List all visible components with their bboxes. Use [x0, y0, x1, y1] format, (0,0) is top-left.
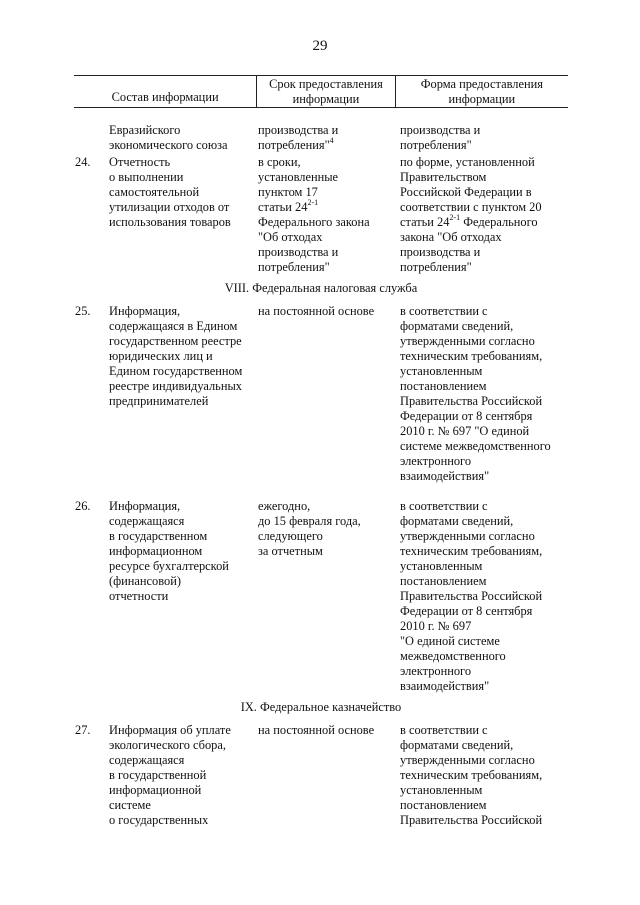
row-form: в соответствии с форматами сведений, утвержденными согласно техническим требованиям, установленным постановлением Правительства Российской — [400, 723, 543, 827]
row-number: 26. — [75, 499, 91, 513]
table-row — [74, 499, 568, 694]
row-term: производства и потребления"$^4$ — [258, 123, 339, 152]
header-form: Форма предоставления информации — [395, 76, 568, 107]
row-number: 25. — [75, 304, 91, 318]
row-info: Информация, содержащаяся в государственном информационном ресурсе бухгалтерской (финансовой) отчетности — [109, 499, 229, 603]
section-heading: VIII. Федеральная налоговая служба — [224, 281, 418, 295]
row-term: в сроки, установленные пунктом 17 статьи 24$^{2-1}$ Федерального закона "Об отходах производства и потребления" — [258, 155, 370, 274]
row-term: на постоянной основе — [258, 723, 375, 737]
row-info: Евразийского экономического союза — [109, 123, 228, 152]
row-form: по форме, установленной Правительством Российской Федерации в соответствии с пунктом 20 статьи 24$^{2-1}$ Федерального закона "Об отходах производства и потребления" — [400, 155, 542, 274]
table-row — [74, 123, 568, 153]
row-number: 27. — [75, 723, 91, 737]
table-row — [74, 155, 568, 275]
row-term: ежегодно, до 15 февраля года, следующего за отчетным — [258, 499, 361, 558]
table-row — [74, 304, 568, 484]
row-info: Отчетность о выполнении самостоятельной утилизации отходов от использования товаров — [109, 155, 231, 229]
header-term: Срок предоставления информации — [256, 76, 394, 107]
section-heading: IX. Федеральное казначейство — [240, 700, 402, 714]
table-row — [74, 723, 568, 828]
row-info: Информация, содержащаяся в Едином государственном реестре юридических лиц и Едином государственном реестре индивидуальных предпринимателей — [109, 304, 243, 408]
row-form: в соответствии с форматами сведений, утвержденными согласно техническим требованиям, установленным постановлением Правительства Российской Федерации от 8 сентября 2010 г. № 697 "О единой системе межведомственного электронного взаимодействия" — [400, 304, 551, 483]
row-term: на постоянной основе — [258, 304, 375, 318]
row-number: 24. — [75, 155, 91, 169]
row-info: Информация об уплате экологического сбора, содержащаяся в государственной информационной системе о государственных — [109, 723, 231, 827]
information-table — [74, 75, 568, 828]
page-number: 29 — [312, 38, 328, 54]
table-header — [74, 75, 568, 108]
header-composition: Состав информации — [111, 90, 219, 104]
row-form: производства и потребления" — [400, 123, 481, 152]
row-number — [74, 123, 109, 153]
row-form: в соответствии с форматами сведений, утвержденными согласно техническим требованиям, установленным постановлением Правительства Российской Федерации от 8 сентября 2010 г. № 697 "О единой системе межведомственного электронного взаимодействия" — [400, 499, 543, 693]
